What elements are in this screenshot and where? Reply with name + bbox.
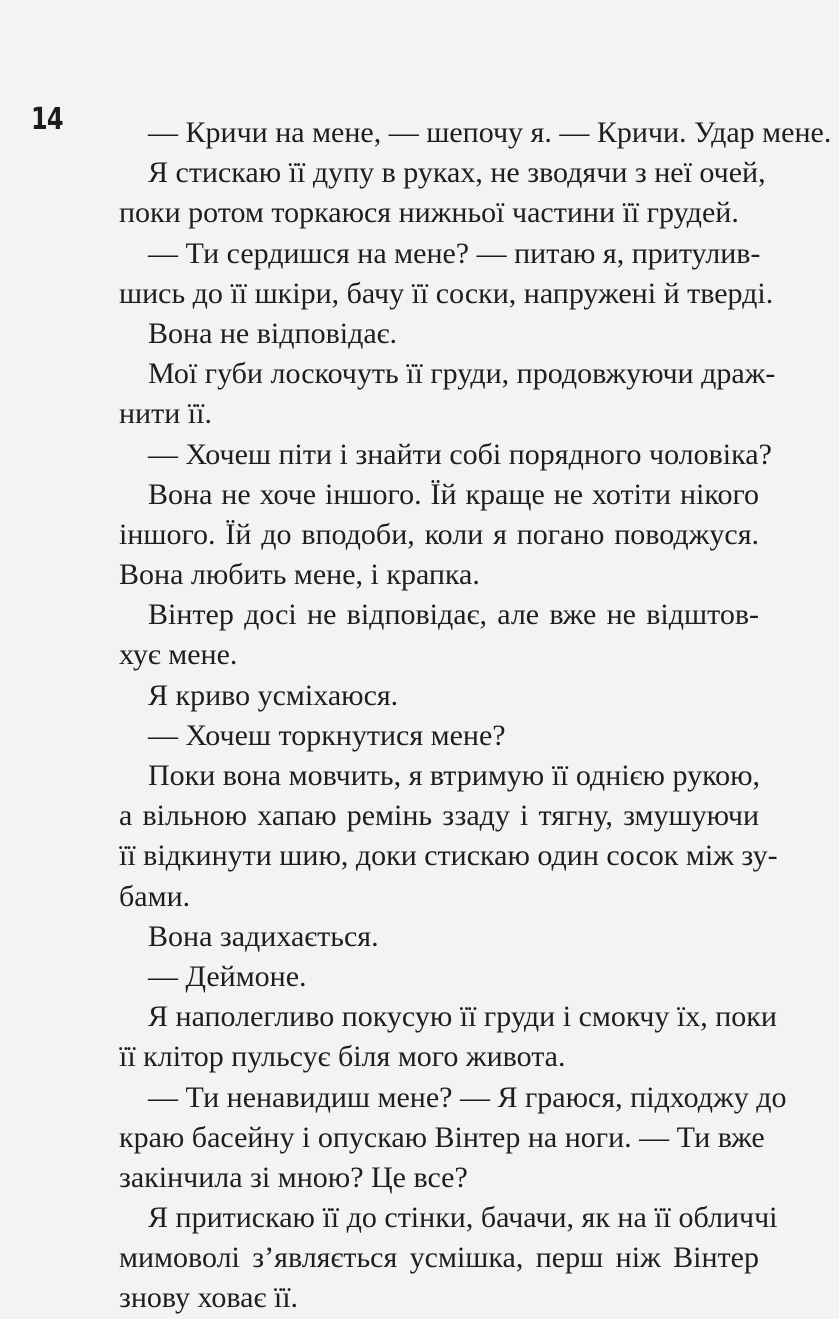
text-line: Вона не хоче іншого. Їй краще не хотіти нікого: [148, 477, 759, 511]
text-line: Вона задихається.: [148, 919, 379, 953]
text-line: — Хочеш піти і знайти собі порядного чоловіка?: [148, 437, 772, 471]
text-line: Поки вона мовчить, я втримую її однією рукою,: [148, 759, 761, 792]
text-line: Я наполегливо покусую її груди і смокчу їх, поки: [148, 1000, 777, 1034]
text-line: — Кричи на мене, — шепочу я. — Кричи. Удар мене.: [148, 116, 832, 149]
text-line: а вільною хапаю ремінь ззаду і тягну, змушуючи: [119, 799, 759, 833]
text-line: Я криво усміхаюся.: [148, 678, 399, 712]
text-line: Мої губи лоскочуть її груди, продовжуючи драж‑: [148, 357, 776, 391]
body-text: [119, 113, 832, 1319]
text-line: бами.: [119, 879, 191, 913]
text-line: знову ховає її.: [119, 1281, 299, 1315]
text-line: Я притискаю її до стінки, бачачи, як на її обличчі: [148, 1201, 778, 1235]
text-line: — Деймоне.: [148, 959, 307, 993]
text-line: Вона не відповідає.: [148, 316, 398, 350]
text-line: Вона любить мене, і крапка.: [119, 558, 480, 592]
text-line: мимоволі з’являється усмішка, перш ніж Вінтер: [119, 1241, 759, 1275]
text-line: її клітор пульсує біля мого живота.: [119, 1040, 566, 1074]
page-number: 14: [31, 102, 63, 137]
text-line: закінчила зі мною? Це все?: [119, 1160, 468, 1194]
text-line: краю басейну і опускаю Вінтер на ноги. — Ти вже: [119, 1120, 765, 1154]
text-line: поки ротом торкаюся нижньої частини її грудей.: [119, 196, 739, 230]
text-line: хує мене.: [119, 638, 238, 672]
text-line: — Ти ненавидиш мене? — Я граюся, підходжу до: [148, 1080, 787, 1114]
text-line: нити її.: [119, 397, 212, 431]
text-line: іншого. Їй до вподоби, коли я погано поводжуся.: [119, 517, 759, 551]
text-line: Вінтер досі не відповідає, але вже не відштов‑: [148, 598, 759, 632]
text-line: — Хочеш торкнутися мене?: [148, 718, 506, 752]
text-line: — Ти сердишся на мене? — питаю я, притулив‑: [148, 236, 761, 270]
text-line: Я стискаю її дупу в руках, не зводячи з неї очей,: [148, 156, 766, 190]
text-line: її відкинути шию, доки стискаю один сосок між зу‑: [119, 839, 778, 873]
text-line: шись до її шкіри, бачу її соски, напружені й тверді.: [119, 276, 774, 310]
